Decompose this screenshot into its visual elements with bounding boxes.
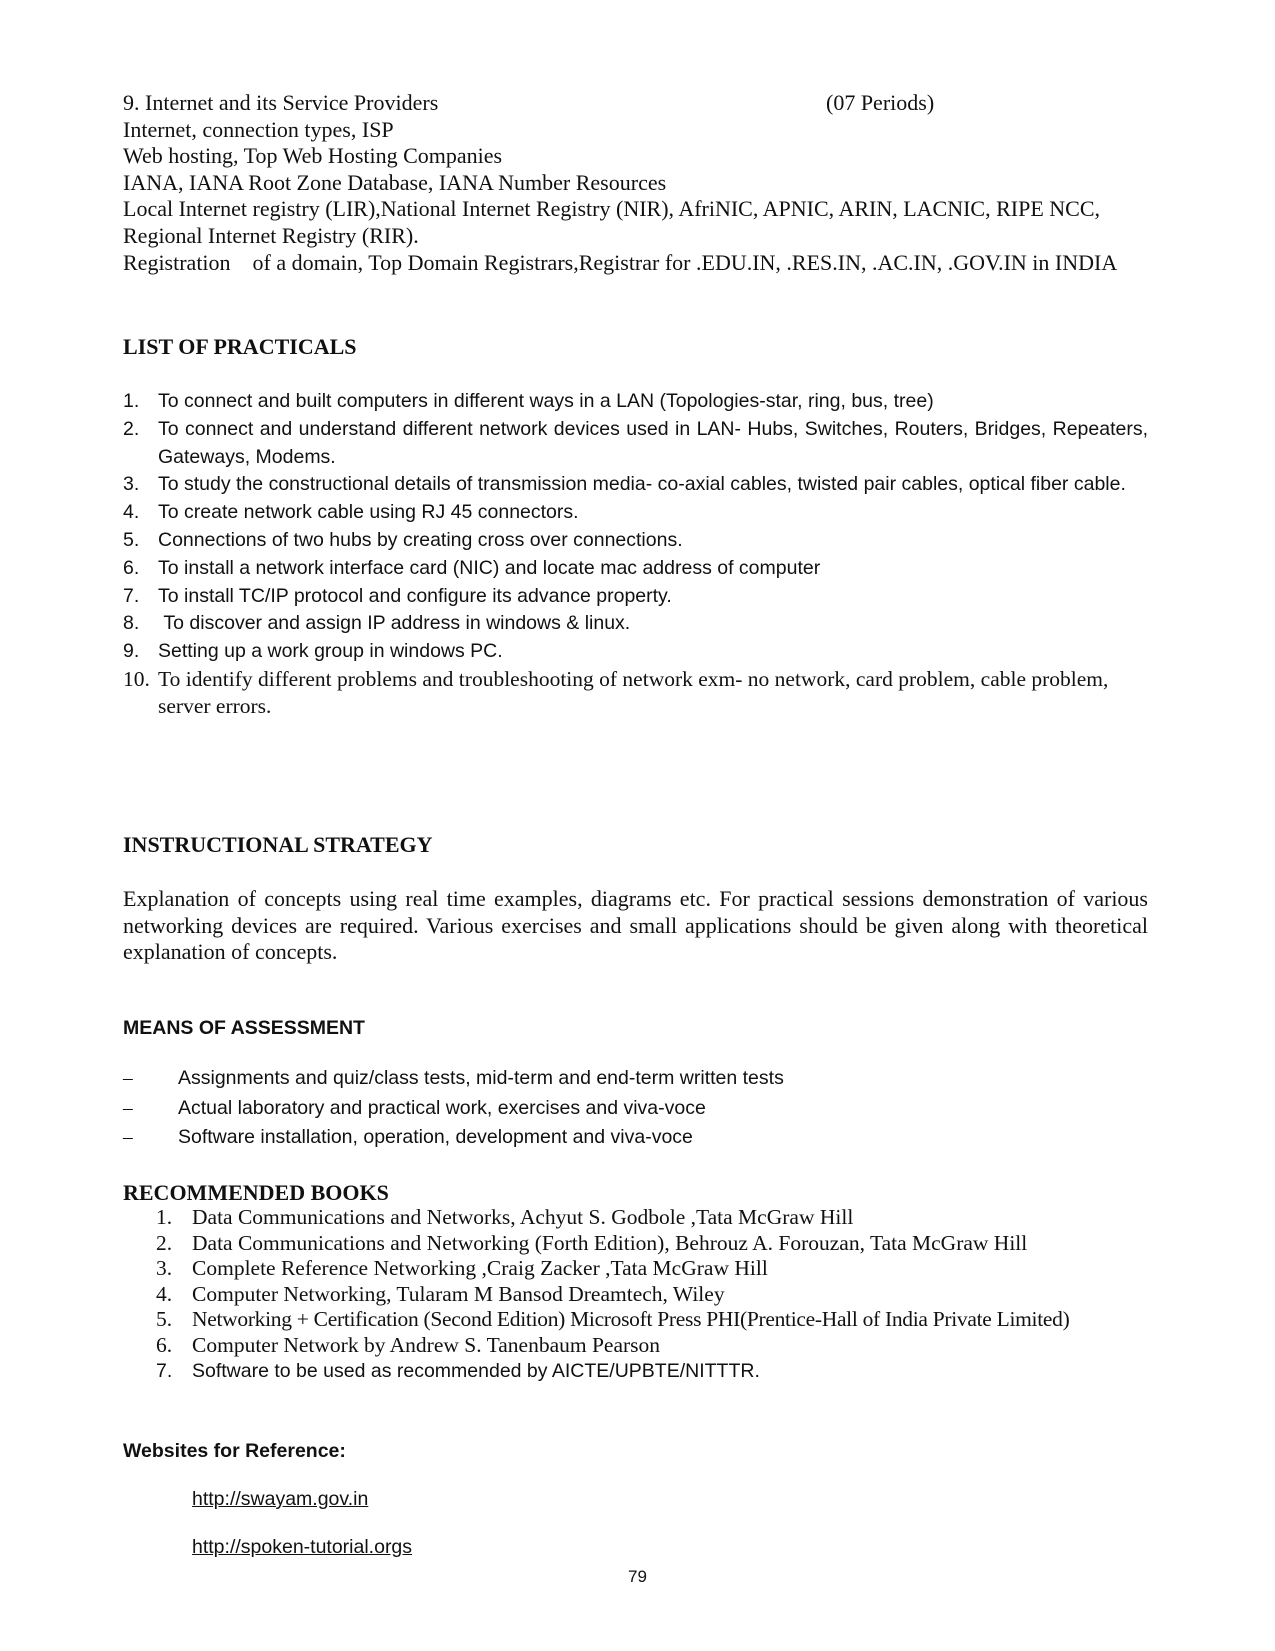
unit-topic-line: Registration of a domain, Top Domain Registrars,Registrar for .EDU.IN, .RES.IN, .AC.IN, .GOV.IN in INDIA — [123, 249, 1118, 275]
list-item: 2. To connect and understand different network devices used in LAN- Hubs, Switches, Routers, Bridges, Repeaters, Gateways, Modems. — [123, 417, 1148, 468]
unit-topic-line: Internet, connection types, ISP — [123, 116, 394, 142]
unit-topic-line: Web hosting, Top Web Hosting Companies — [123, 143, 503, 169]
unit-topic-line: IANA, IANA Root Zone Database, IANA Number Resources — [123, 169, 667, 195]
unit-title-row — [123, 90, 1148, 117]
list-item: 5. Connections of two hubs by creating cross over connections. — [123, 528, 683, 551]
list-item: – Actual laboratory and practical work, exercises and viva-voce — [123, 1094, 784, 1124]
practicals-list — [123, 388, 1148, 719]
books-list — [156, 1205, 1156, 1384]
list-item: 7. To install TC/IP protocol and configure its advance property. — [123, 584, 672, 607]
books-heading: RECOMMENDED BOOKS — [123, 1180, 389, 1205]
websites-heading: Websites for Reference: — [123, 1440, 346, 1462]
list-item: 4. Computer Networking, Tularam M Bansod Dreamtech, Wiley — [156, 1281, 725, 1306]
list-item: 1. To connect and built computers in different ways in a LAN (Topologies-star, ring, bus, tree) — [123, 390, 934, 412]
list-item: 7. Software to be used as recommended by AICTE/UPBTE/NITTTR. — [156, 1359, 760, 1382]
dash-bullet: – — [123, 1127, 133, 1149]
list-item: 5. Networking + Certification (Second Edition) Microsoft Press PHI(Prentice-Hall of India Private Limited) — [156, 1307, 1070, 1332]
dash-bullet: – — [123, 1068, 133, 1089]
strategy-heading: INSTRUCTIONAL STRATEGY — [123, 832, 433, 857]
unit-title: 9. Internet and its Service Providers — [123, 90, 439, 115]
strategy-text: Explanation of concepts using real time examples, diagrams etc. For practical sessions demonstration of various networking devices are required. Various exercises and small applications should be given along with theoretical explanation of concepts. — [123, 886, 1148, 965]
list-item: 1. Data Communications and Networks, Achyut S. Godbole ,Tata McGraw Hill — [156, 1205, 854, 1229]
list-item: 8. To discover and assign IP address in windows & linux. — [123, 612, 631, 635]
list-item: 6. To install a network interface card (NIC) and locate mac address of computer — [123, 556, 821, 579]
assessment-heading: MEANS OF ASSESSMENT — [123, 1017, 365, 1039]
list-item: 10. To identify different problems and troubleshooting of network exm- no network, card problem, cable problem, server errors. — [123, 666, 1109, 718]
list-item: 3. To study the constructional details of transmission media- co-axial cables, twisted pair cables, optical fiber cable. — [123, 473, 1126, 496]
unit-section — [123, 90, 1148, 276]
website-link-spoken-tutorial[interactable]: http://spoken-tutorial.orgs — [192, 1536, 413, 1558]
list-item: 2. Data Communications and Networking (Forth Edition), Behrouz A. Forouzan, Tata McGraw Hill — [156, 1230, 1028, 1255]
practicals-heading: LIST OF PRACTICALS — [123, 334, 357, 359]
dash-bullet: – — [123, 1097, 133, 1119]
list-item: 3. Complete Reference Networking ,Craig Zacker ,Tata McGraw Hill — [156, 1256, 768, 1281]
assessment-list — [123, 1064, 784, 1153]
list-item: – Software installation, operation, development and viva-voce — [123, 1123, 784, 1153]
list-item: 9. Setting up a work group in windows PC. — [123, 640, 503, 663]
page-number: 79 — [628, 1567, 647, 1586]
list-item: – Assignments and quiz/class tests, mid-term and end-term written tests — [123, 1064, 784, 1094]
unit-periods: (07 Periods) — [826, 90, 935, 115]
website-link-swayam[interactable]: http://swayam.gov.in — [192, 1488, 369, 1510]
list-item: 6. Computer Network by Andrew S. Tanenbaum Pearson — [156, 1332, 661, 1357]
list-item: 4. To create network cable using RJ 45 connectors. — [123, 501, 579, 524]
unit-topic-line: Local Internet registry (LIR),National Internet Registry (NIR), AfriNIC, APNIC, ARIN, LACNIC, RIPE NCC, Regional Internet Registry (RIR). — [123, 196, 1101, 248]
